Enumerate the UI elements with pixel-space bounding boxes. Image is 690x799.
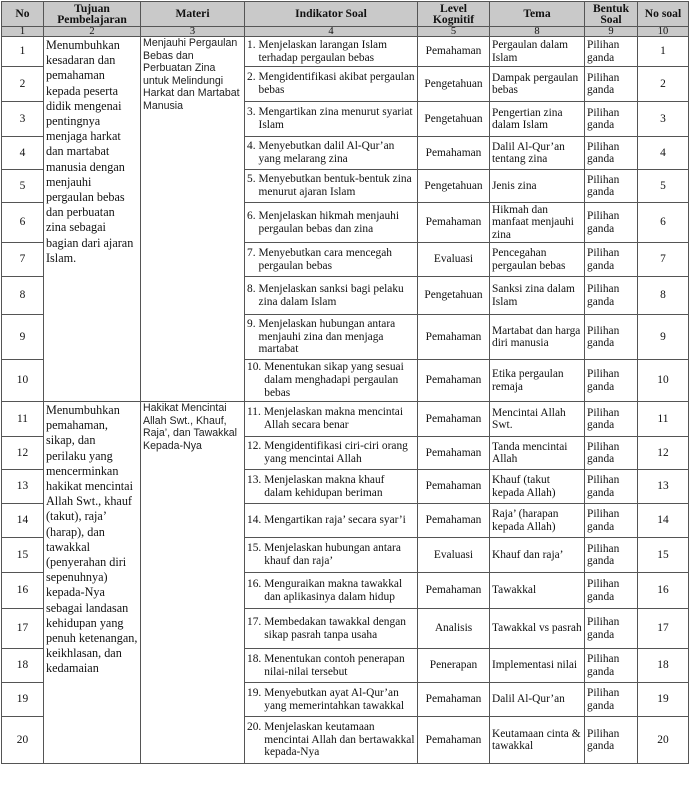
nosoal-cell: 1: [638, 37, 689, 67]
header-nosoal: No soal: [638, 2, 689, 27]
row-number: 15: [2, 538, 44, 573]
indikator-number: 11.: [247, 406, 261, 419]
tema-cell: Martabat dan harga diri manusia: [490, 315, 585, 360]
level-cell: Pengetahuan: [418, 170, 490, 203]
column-number: 1: [2, 27, 44, 37]
row-number: 8: [2, 277, 44, 315]
row-number: 10: [2, 360, 44, 402]
indikator-number: 13.: [247, 473, 262, 486]
column-number: 10: [638, 27, 689, 37]
tema-cell: Khauf dan raja’: [490, 538, 585, 573]
column-number: 9: [585, 27, 638, 37]
level-cell: Pemahaman: [418, 203, 490, 243]
indikator-text: Menyebutkan cara mencegah pergaulan bebas: [258, 246, 393, 272]
column-number: 5: [418, 27, 490, 37]
bentuk-cell: Pilihan ganda: [585, 538, 638, 573]
indikator-text: Menjelaskan hikmah menjauhi pergaulan bebas dan zina: [258, 209, 399, 235]
indikator-text: Mengartikan raja’ secara syar’i: [264, 514, 406, 527]
row-number: 1: [2, 37, 44, 67]
indikator-cell: [245, 315, 418, 360]
level-cell: Evaluasi: [418, 538, 490, 573]
tema-cell: Raja’ (harapan kepada Allah): [490, 504, 585, 538]
header-bentuk: Bentuk Soal: [585, 2, 638, 27]
nosoal-cell: 20: [638, 717, 689, 764]
level-cell: Pengetahuan: [418, 277, 490, 315]
tema-cell: Tawakkal vs pasrah: [490, 609, 585, 649]
indikator-text: Menjelaskan makna mencintai Allah secara benar: [263, 406, 403, 431]
indikator-cell: [245, 683, 418, 717]
tujuan-text: Menumbuhkan pemahaman, sikap, dan perilaku yang mencerminkan hakikat mencintai Allah Swt., khauf (takut), raja’ (harap), dan tawakkal (penyerahan diri sepenuhnya) kepada-Nya sebagai landasan kehidupan yang penuh ketenangan, keikhlasan, dan kedamaian: [46, 403, 138, 676]
indikator-cell: [245, 538, 418, 573]
indikator-cell: [245, 203, 418, 243]
indikator-cell: [245, 609, 418, 649]
level-cell: Penerapan: [418, 649, 490, 683]
bentuk-cell: Pilihan ganda: [585, 170, 638, 203]
indikator-number: 16.: [247, 577, 262, 590]
bentuk-cell: Pilihan ganda: [585, 402, 638, 437]
bentuk-cell: Pilihan ganda: [585, 573, 638, 609]
tujuan-cell: [44, 402, 141, 764]
tema-cell: Keutamaan cinta & tawakkal: [490, 717, 585, 764]
bentuk-cell: Pilihan ganda: [585, 649, 638, 683]
table-row: [2, 402, 689, 437]
bentuk-cell: Pilihan ganda: [585, 243, 638, 277]
indikator-number: 20.: [247, 720, 262, 733]
row-number: 11: [2, 402, 44, 437]
indikator-cell: [245, 573, 418, 609]
header-materi: Materi: [141, 2, 245, 27]
indikator-text: Menentukan contoh penerapan nilai-nilai tersebut: [264, 652, 405, 678]
column-number: 8: [490, 27, 585, 37]
row-number: 20: [2, 717, 44, 764]
nosoal-cell: 7: [638, 243, 689, 277]
level-cell: Pemahaman: [418, 504, 490, 538]
indikator-number: 5.: [247, 173, 256, 186]
header-tema: Tema: [490, 2, 585, 27]
indikator-text: Menjelaskan makna khauf dalam kehidupan beriman: [264, 473, 385, 499]
tema-cell: Tanda mencintai Allah: [490, 437, 585, 470]
level-cell: Pemahaman: [418, 315, 490, 360]
row-number: 12: [2, 437, 44, 470]
indikator-number: 9.: [247, 317, 256, 330]
nosoal-cell: 4: [638, 137, 689, 170]
indikator-cell: [245, 67, 418, 102]
tema-cell: Implementasi nilai: [490, 649, 585, 683]
nosoal-cell: 16: [638, 573, 689, 609]
bentuk-cell: Pilihan ganda: [585, 67, 638, 102]
column-number: 3: [141, 27, 245, 37]
tema-cell: Dampak pergaulan bebas: [490, 67, 585, 102]
row-number: 18: [2, 649, 44, 683]
row-number: 9: [2, 315, 44, 360]
level-cell: Pemahaman: [418, 683, 490, 717]
indikator-number: 12.: [247, 440, 262, 453]
indikator-text: Menentukan sikap yang sesuai dalam menghadapi pergaulan bebas: [264, 361, 404, 399]
tujuan-text: Menumbuhkan kesadaran dan pemahaman kepada peserta didik mengenai pentingnya menjaga harkat dan martabat manusia dengan menjauhi pergaulan bebas dan perbuatan zina sebagai bagian dari ajaran Islam.: [46, 38, 134, 265]
indikator-number: 6.: [247, 209, 256, 222]
indikator-cell: [245, 137, 418, 170]
indikator-text: Menjelaskan hubungan antara khauf dan raja’: [264, 542, 401, 567]
column-number: 4: [245, 27, 418, 37]
materi-text: Hakikat Mencintai Allah Swt., Khauf, Raja’, dan Tawakkal Kepada-Nya: [143, 402, 238, 452]
nosoal-cell: 6: [638, 203, 689, 243]
table-row: [2, 37, 689, 67]
indikator-text: Menjelaskan keutamaan mencintai Allah dan bertawakkal kepada-Nya: [264, 720, 415, 759]
bentuk-cell: Pilihan ganda: [585, 137, 638, 170]
header-no: No: [2, 2, 44, 27]
indikator-cell: [245, 102, 418, 137]
nosoal-cell: 14: [638, 504, 689, 538]
indikator-number: 1.: [247, 38, 256, 51]
level-cell: Pemahaman: [418, 402, 490, 437]
nosoal-cell: 19: [638, 683, 689, 717]
bentuk-cell: Pilihan ganda: [585, 504, 638, 538]
indikator-number: 18.: [247, 652, 262, 665]
indikator-cell: [245, 360, 418, 402]
row-number: 2: [2, 67, 44, 102]
indikator-cell: [245, 649, 418, 683]
level-cell: Pemahaman: [418, 437, 490, 470]
indikator-number: 17.: [247, 615, 262, 628]
indikator-cell: [245, 402, 418, 437]
indikator-text: Mengidentifikasi ciri-ciri orang yang mencintai Allah: [264, 440, 408, 465]
tema-cell: Dalil Al-Qur’an: [490, 683, 585, 717]
indikator-text: Menyebutkan dalil Al-Qur’an yang melarang zina: [258, 140, 395, 165]
indikator-text: Menguraikan makna tawakkal dan aplikasinya dalam hidup: [264, 577, 403, 603]
indikator-number: 7.: [247, 246, 256, 259]
nosoal-cell: 2: [638, 67, 689, 102]
bentuk-cell: Pilihan ganda: [585, 277, 638, 315]
indikator-number: 2.: [247, 71, 256, 84]
tema-cell: Dalil Al-Qur’an tentang zina: [490, 137, 585, 170]
indikator-text: Menjelaskan larangan Islam terhadap pergaulan bebas: [258, 38, 387, 64]
row-number: 14: [2, 504, 44, 538]
level-cell: Pemahaman: [418, 137, 490, 170]
tema-cell: Khauf (takut kepada Allah): [490, 470, 585, 504]
row-number: 16: [2, 573, 44, 609]
nosoal-cell: 3: [638, 102, 689, 137]
bentuk-cell: Pilihan ganda: [585, 609, 638, 649]
row-number: 17: [2, 609, 44, 649]
bentuk-cell: Pilihan ganda: [585, 203, 638, 243]
level-cell: Analisis: [418, 609, 490, 649]
row-number: 4: [2, 137, 44, 170]
level-cell: Evaluasi: [418, 243, 490, 277]
indikator-cell: [245, 717, 418, 764]
row-number: 19: [2, 683, 44, 717]
indikator-text: Menjelaskan hubungan antara menjauhi zina dan menjaga martabat: [258, 317, 396, 356]
indikator-text: Menyebutkan bentuk-bentuk zina menurut ajaran Islam: [258, 173, 412, 198]
level-cell: Pemahaman: [418, 360, 490, 402]
indikator-number: 8.: [247, 282, 256, 295]
tema-cell: Hikmah dan manfaat menjauhi zina: [490, 203, 585, 243]
indikator-cell: [245, 170, 418, 203]
header-indikator: Indikator Soal: [245, 2, 418, 27]
row-number: 5: [2, 170, 44, 203]
nosoal-cell: 12: [638, 437, 689, 470]
table-body: [2, 27, 689, 764]
level-cell: Pengetahuan: [418, 102, 490, 137]
indikator-number: 15.: [247, 542, 262, 555]
nosoal-cell: 8: [638, 277, 689, 315]
tema-cell: Tawakkal: [490, 573, 585, 609]
bentuk-cell: Pilihan ganda: [585, 717, 638, 764]
row-number: 6: [2, 203, 44, 243]
nosoal-cell: 15: [638, 538, 689, 573]
indikator-text: Mengidentifikasi akibat pergaulan bebas: [258, 71, 415, 96]
indikator-cell: [245, 437, 418, 470]
materi-cell: [141, 402, 245, 764]
tujuan-cell: [44, 37, 141, 402]
indikator-number: 14.: [247, 514, 262, 527]
indikator-text: Menjelaskan sanksi bagi pelaku zina dalam Islam: [258, 282, 404, 308]
nosoal-cell: 5: [638, 170, 689, 203]
bentuk-cell: Pilihan ganda: [585, 470, 638, 504]
nosoal-cell: 18: [638, 649, 689, 683]
indikator-cell: [245, 243, 418, 277]
level-cell: Pengetahuan: [418, 67, 490, 102]
indikator-number: 4.: [247, 140, 256, 153]
materi-text: Menjauhi Pergaulan Bebas dan Perbuatan Zina untuk Melindungi Harkat dan Martabat Manusia: [143, 37, 240, 112]
nosoal-cell: 17: [638, 609, 689, 649]
indikator-cell: [245, 37, 418, 67]
nosoal-cell: 13: [638, 470, 689, 504]
indikator-cell: [245, 470, 418, 504]
tema-cell: Sanksi zina dalam Islam: [490, 277, 585, 315]
level-cell: Pemahaman: [418, 470, 490, 504]
row-number: 7: [2, 243, 44, 277]
header-tujuan: Tujuan Pembelajaran: [44, 2, 141, 27]
level-cell: Pemahaman: [418, 37, 490, 67]
tema-cell: Jenis zina: [490, 170, 585, 203]
bentuk-cell: Pilihan ganda: [585, 360, 638, 402]
indikator-cell: [245, 504, 418, 538]
header-level: Level Kognitif: [418, 2, 490, 27]
bentuk-cell: Pilihan ganda: [585, 315, 638, 360]
level-cell: Pemahaman: [418, 573, 490, 609]
bentuk-cell: Pilihan ganda: [585, 683, 638, 717]
bentuk-cell: Pilihan ganda: [585, 437, 638, 470]
materi-cell: [141, 37, 245, 402]
tema-cell: Pencegahan pergaulan bebas: [490, 243, 585, 277]
bentuk-cell: Pilihan ganda: [585, 102, 638, 137]
tema-cell: Etika pergaulan remaja: [490, 360, 585, 402]
column-number-row: [2, 27, 689, 37]
indikator-number: 10.: [247, 361, 262, 374]
indikator-cell: [245, 277, 418, 315]
indikator-number: 19.: [247, 686, 262, 699]
nosoal-cell: 9: [638, 315, 689, 360]
indikator-text: Membedakan tawakkal dengan sikap pasrah tanpa usaha: [264, 615, 406, 641]
kisi-kisi-table: [1, 1, 689, 764]
indikator-text: Mengartikan zina menurut syariat Islam: [258, 106, 413, 131]
column-number: 2: [44, 27, 141, 37]
bentuk-cell: Pilihan ganda: [585, 37, 638, 67]
level-cell: Pemahaman: [418, 717, 490, 764]
tema-cell: Pengertian zina dalam Islam: [490, 102, 585, 137]
row-number: 13: [2, 470, 44, 504]
nosoal-cell: 11: [638, 402, 689, 437]
tema-cell: Mencintai Allah Swt.: [490, 402, 585, 437]
header-row: [2, 2, 689, 27]
tema-cell: Pergaulan dalam Islam: [490, 37, 585, 67]
row-number: 3: [2, 102, 44, 137]
nosoal-cell: 10: [638, 360, 689, 402]
indikator-number: 3.: [247, 106, 256, 119]
indikator-text: Menyebutkan ayat Al-Qur’an yang memerintahkan tawakkal: [264, 686, 405, 712]
